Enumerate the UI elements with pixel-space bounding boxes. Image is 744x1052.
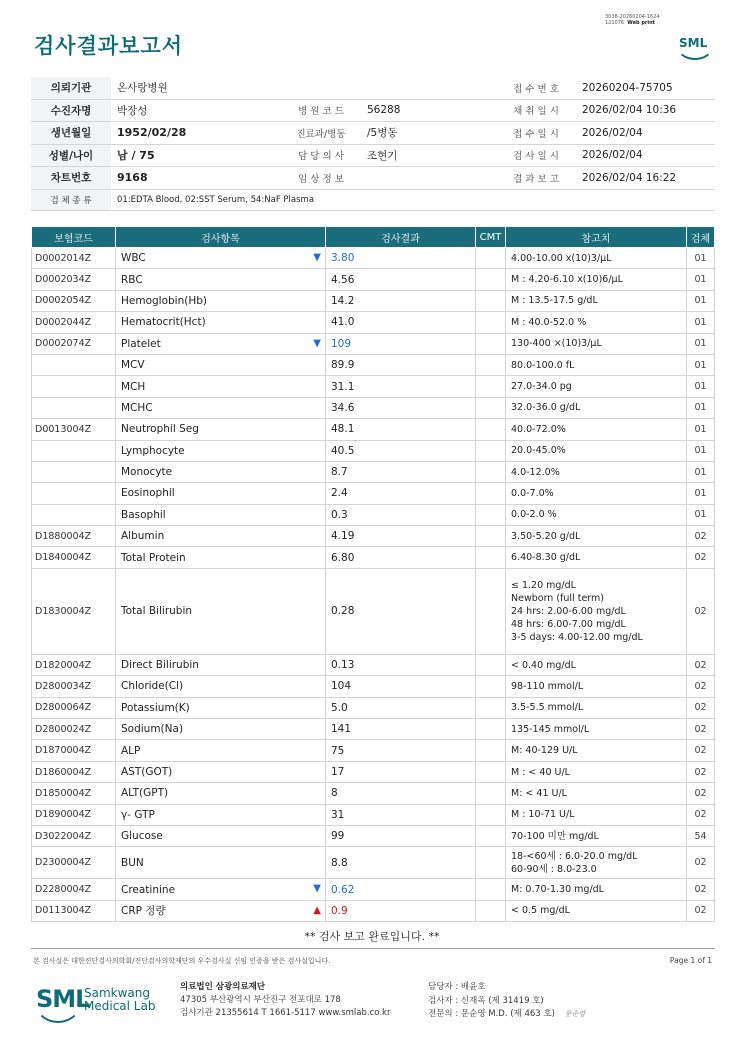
test-item (116, 719, 326, 740)
low-flag-icon: ▼ (313, 252, 321, 263)
result-row (32, 333, 715, 354)
test-result: 8.8 (326, 847, 476, 879)
reference-range: 20.0-45.0% (506, 440, 687, 461)
comment-cell (476, 248, 506, 269)
reference-range (506, 568, 687, 654)
value-test-date: 2026/02/04 (576, 144, 715, 167)
high-flag-icon: ▲ (313, 904, 321, 916)
insurance-code (32, 504, 116, 525)
specimen-no: 02 (687, 568, 715, 654)
footer-divider (31, 948, 715, 949)
specimen-no: 02 (687, 804, 715, 825)
test-result: 4.19 (326, 526, 476, 547)
reference-range: 0.0-2.0 % (506, 504, 687, 525)
reference-line: 18-<60세 : 6.0-20.0 mg/dL (511, 850, 638, 862)
test-item-label: Monocyte (121, 466, 173, 479)
test-item-label: Hematocrit(Hct) (121, 316, 206, 329)
reference-range: M : 4.20-6.10 x(10)6/µL (506, 269, 687, 290)
test-item-label: Eosinophil (121, 487, 175, 500)
test-result: 4.56 (326, 269, 476, 290)
test-item-label: Hemoglobin(Hb) (121, 294, 208, 307)
value-receipt-date: 2026/02/04 (576, 122, 715, 145)
print-meta-line2: 121076 (605, 20, 625, 26)
comment-cell (476, 804, 506, 825)
test-item-label: Creatinine (121, 883, 176, 896)
test-result: 14.2 (326, 290, 476, 311)
insurance-code: D1860004Z (32, 761, 116, 782)
label-department: 진료과/병동 (281, 122, 361, 145)
specimen-no: 01 (687, 504, 715, 525)
footer-logo-name2: Medical Lab (84, 999, 156, 1013)
reference-line: 24 hrs: 2.00-6.00 mg/dL (511, 605, 626, 617)
test-result: 0.3 (326, 504, 476, 525)
organization-info (180, 981, 390, 1020)
test-item-label: Total Protein (121, 551, 186, 564)
value-chart-no: 9168 (111, 167, 281, 190)
specimen-no: 54 (687, 825, 715, 846)
test-item (116, 825, 326, 846)
test-result: 31 (326, 804, 476, 825)
result-row (32, 825, 715, 846)
reference-range: 4.0-12.0% (506, 461, 687, 482)
comment-cell (476, 676, 506, 697)
test-item (116, 354, 326, 375)
reference-range: M : 40.0-52.0 % (506, 312, 687, 333)
test-result: 31.1 (326, 376, 476, 397)
test-item-label: MCH (121, 380, 146, 393)
label-test-date: 검 사 일 시 (496, 144, 576, 167)
test-result: 40.5 (326, 440, 476, 461)
test-result: 34.6 (326, 397, 476, 418)
comment-cell (476, 290, 506, 311)
result-row (32, 354, 715, 375)
reference-range: 27.0-34.0 pg (506, 376, 687, 397)
comment-cell (476, 312, 506, 333)
value-doctor: 조현기 (361, 144, 496, 167)
patient-info-table (31, 77, 715, 211)
test-item-label: MCHC (121, 401, 153, 414)
test-item-label: CRP 정량 (121, 905, 166, 918)
org-contact: 검사기관 21355614 T 1661-5117 www.smlab.co.kr (180, 1008, 391, 1018)
test-result: 5.0 (326, 697, 476, 718)
label-report-time: 결 과 보 고 (496, 167, 576, 190)
org-name: 의료법인 삼광의료재단 (180, 982, 266, 992)
test-result: 8 (326, 783, 476, 804)
comment-cell (476, 568, 506, 654)
test-item-label: Chloride(Cl) (121, 680, 184, 693)
footer-logo-sml: SML (36, 985, 90, 1013)
result-row (32, 504, 715, 525)
specimen-no: 01 (687, 461, 715, 482)
insurance-code: D2800034Z (32, 676, 116, 697)
reference-range (506, 847, 687, 879)
insurance-code: D3022004Z (32, 825, 116, 846)
label-hospital-code: 병 원 코 드 (281, 99, 361, 122)
label-receipt-date: 접 수 일 시 (496, 122, 576, 145)
result-row (32, 676, 715, 697)
low-flag-icon: ▼ (313, 337, 321, 349)
reference-line: 48 hrs: 6.00-7.00 mg/dL (511, 618, 626, 630)
test-result: 99 (326, 825, 476, 846)
test-item (116, 312, 326, 333)
reference-range: 6.40-8.30 g/dL (506, 547, 687, 568)
comment-cell (476, 783, 506, 804)
web-print-label: Web print (627, 20, 656, 26)
insurance-code: D2800024Z (32, 719, 116, 740)
result-row (32, 269, 715, 290)
insurance-code: D1890004Z (32, 804, 116, 825)
insurance-code: D0002054Z (32, 290, 116, 311)
result-row (32, 654, 715, 675)
test-item (116, 461, 326, 482)
test-item-label: ALT(GPT) (121, 787, 169, 800)
test-item (116, 879, 326, 900)
comment-cell (476, 654, 506, 675)
reference-range: M: 0.70-1.30 mg/dL (506, 879, 687, 900)
specimen-no: 02 (687, 547, 715, 568)
report-title: 검사결과보고서 (34, 34, 184, 58)
reference-line: 3-5 days: 4.00-12.00 mg/dL (511, 631, 643, 643)
reference-line: Newborn (full term) (511, 592, 604, 604)
result-row (32, 248, 715, 269)
reference-range: 4.00-10.00 x(10)3/µL (506, 248, 687, 269)
insurance-code: D0113004Z (32, 900, 116, 921)
specimen-no: 01 (687, 483, 715, 504)
reference-range: M: 40-129 U/L (506, 740, 687, 761)
footer-logo-name1: Samkwang (84, 986, 150, 1000)
test-item-label: Albumin (121, 530, 165, 543)
comment-cell (476, 504, 506, 525)
test-result: 89.9 (326, 354, 476, 375)
test-result: 8.7 (326, 461, 476, 482)
test-item (116, 697, 326, 718)
insurance-code (32, 483, 116, 504)
insurance-code (32, 397, 116, 418)
reference-range: 40.0-72.0% (506, 419, 687, 440)
test-item (116, 526, 326, 547)
result-row (32, 440, 715, 461)
test-item (116, 761, 326, 782)
comment-cell (476, 740, 506, 761)
test-result: 0.9 (326, 900, 476, 921)
test-item-label: Direct Bilirubin (121, 659, 199, 672)
comment-cell (476, 879, 506, 900)
result-row (32, 804, 715, 825)
test-result: 104 (326, 676, 476, 697)
insurance-code: D2800064Z (32, 697, 116, 718)
test-item (116, 290, 326, 311)
insurance-code (32, 461, 116, 482)
result-row (32, 697, 715, 718)
test-item-label: Lymphocyte (121, 444, 185, 457)
insurance-code (32, 376, 116, 397)
value-collection-time: 2026/02/04 10:36 (576, 99, 715, 122)
label-chart-no: 차트번호 (31, 167, 111, 190)
specimen-no: 02 (687, 676, 715, 697)
test-result: 41.0 (326, 312, 476, 333)
specimen-no: 01 (687, 397, 715, 418)
reference-range: M: < 41 U/L (506, 783, 687, 804)
specimen-no: 01 (687, 333, 715, 354)
sml-logo-icon (676, 28, 712, 58)
test-item (116, 397, 326, 418)
test-item (116, 740, 326, 761)
test-item-label: AST(GOT) (121, 766, 173, 778)
specimen-no: 01 (687, 419, 715, 440)
test-item-label: Total Bilirubin (121, 605, 193, 618)
low-flag-icon: ▼ (313, 883, 321, 895)
test-item-label: γ- GTP (121, 808, 155, 821)
result-row (32, 719, 715, 740)
test-result: 109 (326, 333, 476, 354)
comment-cell (476, 333, 506, 354)
test-result: 75 (326, 740, 476, 761)
reference-range: 98-110 mmol/L (506, 676, 687, 697)
test-item-label: Neutrophil Seg (121, 423, 199, 436)
test-item (116, 847, 326, 879)
test-item (116, 419, 326, 440)
test-item-label: Basophil (121, 508, 166, 521)
test-result: 48.1 (326, 419, 476, 440)
result-row (32, 879, 715, 900)
test-result: 2.4 (326, 483, 476, 504)
reference-range: 130-400 ×(10)3/µL (506, 333, 687, 354)
reference-line: ≤ 1.20 mg/dL (511, 579, 576, 591)
insurance-code: D1820004Z (32, 654, 116, 675)
reference-line: 60-90세 : 8.0-23.0 (511, 863, 597, 875)
value-receipt-no: 20260204-75705 (576, 77, 715, 99)
reference-range: 70-100 미만 mg/dL (506, 825, 687, 846)
test-result: 3.80 (326, 248, 476, 269)
reference-range: 80.0-100.0 fL (506, 354, 687, 375)
value-specimen-type: 01:EDTA Blood, 02:SST Serum, 54:NaF Plasma (111, 189, 715, 210)
comment-cell (476, 900, 506, 921)
label-clinical-info: 임 상 정 보 (281, 167, 361, 190)
staff-tester: 검사자 : 신재옥 (제 31419 호) (428, 995, 544, 1006)
test-item (116, 900, 326, 921)
test-result: 0.13 (326, 654, 476, 675)
specimen-no: 01 (687, 312, 715, 333)
insurance-code: D1840004Z (32, 547, 116, 568)
signature: 문순영 (564, 1010, 586, 1018)
specimen-no: 02 (687, 697, 715, 718)
result-row (32, 761, 715, 782)
results-table (31, 227, 715, 922)
label-receipt-no: 접 수 번 호 (496, 77, 576, 99)
reference-range: M : < 40 U/L (506, 761, 687, 782)
insurance-code: D0002074Z (32, 333, 116, 354)
specimen-no: 02 (687, 879, 715, 900)
comment-cell (476, 354, 506, 375)
reference-range: 0.0-7.0% (506, 483, 687, 504)
label-requester: 의뢰기관 (31, 77, 111, 99)
insurance-code: D0013004Z (32, 419, 116, 440)
comment-cell (476, 526, 506, 547)
page-number: Page 1 of 1 (669, 956, 712, 965)
print-meta (605, 14, 660, 26)
reference-range: 32.0-36.0 g/dL (506, 397, 687, 418)
result-row (32, 847, 715, 879)
value-requester: 온사랑병원 (111, 77, 281, 99)
test-item (116, 440, 326, 461)
result-row (32, 461, 715, 482)
specimen-no: 01 (687, 248, 715, 269)
result-row (32, 526, 715, 547)
result-row (32, 397, 715, 418)
test-result: 6.80 (326, 547, 476, 568)
logo-text: SML (679, 36, 708, 50)
test-item (116, 504, 326, 525)
test-item-label: Glucose (121, 830, 163, 843)
test-item (116, 483, 326, 504)
value-report-time: 2026/02/04 16:22 (576, 167, 715, 190)
result-row (32, 419, 715, 440)
test-item (116, 783, 326, 804)
report-complete-text: ** 검사 보고 완료입니다. ** (304, 930, 440, 943)
test-item-label: MCV (121, 359, 145, 372)
test-item-label: RBC (121, 273, 143, 286)
comment-cell (476, 419, 506, 440)
result-row (32, 312, 715, 333)
label-specimen-type: 검 체 종 류 (31, 189, 111, 210)
insurance-code: D1850004Z (32, 783, 116, 804)
test-item (116, 547, 326, 568)
test-item (116, 248, 326, 269)
test-item-label: Platelet (121, 337, 161, 350)
comment-cell (476, 697, 506, 718)
specimen-no: 02 (687, 526, 715, 547)
col-header-code: 보험코드 (32, 227, 116, 248)
insurance-code: D2280004Z (32, 879, 116, 900)
comment-cell (476, 761, 506, 782)
col-header-cmt: CMT (476, 227, 506, 248)
test-item-label: WBC (121, 252, 146, 265)
reference-range: 135-145 mmol/L (506, 719, 687, 740)
specimen-no: 02 (687, 761, 715, 782)
staff-manager: 담당자 : 배윤호 (428, 982, 486, 992)
result-row (32, 483, 715, 504)
print-meta-line1: 3038-20260204-1624 (605, 14, 660, 20)
specimen-no: 01 (687, 354, 715, 375)
staff-specialist: 전문의 : 문순영 M.D. (제 463 호) (428, 1009, 555, 1019)
result-row (32, 783, 715, 804)
col-header-specimen: 검체 (687, 227, 715, 248)
value-sex-age: 남 / 75 (111, 144, 281, 167)
specimen-no: 01 (687, 269, 715, 290)
test-item (116, 376, 326, 397)
result-row (32, 376, 715, 397)
result-row (32, 740, 715, 761)
test-item (116, 804, 326, 825)
insurance-code: D1870004Z (32, 740, 116, 761)
label-collection-time: 채 취 일 시 (496, 99, 576, 122)
specimen-no: 02 (687, 719, 715, 740)
comment-cell (476, 825, 506, 846)
specimen-no: 01 (687, 376, 715, 397)
result-row (32, 547, 715, 568)
insurance-code: D2300004Z (32, 847, 116, 879)
comment-cell (476, 269, 506, 290)
reference-range: M : 13.5-17.5 g/dL (506, 290, 687, 311)
reference-range: < 0.40 mg/dL (506, 654, 687, 675)
value-hospital-code: 56288 (361, 99, 496, 122)
specimen-no: 02 (687, 783, 715, 804)
reference-range: < 0.5 mg/dL (506, 900, 687, 921)
label-birthdate: 생년월일 (31, 122, 111, 145)
comment-cell (476, 847, 506, 879)
reference-range: M : 10-71 U/L (506, 804, 687, 825)
insurance-code: D1880004Z (32, 526, 116, 547)
insurance-code: D1830004Z (32, 568, 116, 654)
staff-info (428, 981, 585, 1022)
test-result: 0.62 (326, 879, 476, 900)
col-header-item: 검사항목 (116, 227, 326, 248)
label-sex-age: 성별/나이 (31, 144, 111, 167)
insurance-code: D0002034Z (32, 269, 116, 290)
label-doctor: 담 당 의 사 (281, 144, 361, 167)
specimen-no: 02 (687, 740, 715, 761)
result-row (32, 568, 715, 654)
test-item (116, 333, 326, 354)
value-birthdate: 1952/02/28 (111, 122, 281, 145)
value-clinical-info (361, 167, 496, 190)
test-item-label: Potassium(K) (121, 701, 190, 714)
specimen-no: 02 (687, 900, 715, 921)
comment-cell (476, 547, 506, 568)
specimen-no: 02 (687, 654, 715, 675)
comment-cell (476, 376, 506, 397)
col-header-result: 검사결과 (326, 227, 476, 248)
test-item-label: Sodium(Na) (121, 723, 184, 736)
test-item (116, 654, 326, 675)
test-result: 141 (326, 719, 476, 740)
specimen-no: 02 (687, 847, 715, 879)
value-patient-name: 박장성 (111, 99, 281, 122)
test-item-label: ALP (121, 744, 141, 757)
insurance-code: D0002044Z (32, 312, 116, 333)
comment-cell (476, 397, 506, 418)
test-item-label: BUN (121, 856, 144, 869)
reference-range: 3.5-5.5 mmol/L (506, 697, 687, 718)
test-item (116, 269, 326, 290)
test-item (116, 676, 326, 697)
test-result: 0.28 (326, 568, 476, 654)
result-row (32, 900, 715, 921)
label-patient-name: 수진자명 (31, 99, 111, 122)
test-result: 17 (326, 761, 476, 782)
insurance-code (32, 354, 116, 375)
col-header-reference: 참고치 (506, 227, 687, 248)
comment-cell (476, 483, 506, 504)
specimen-no: 01 (687, 290, 715, 311)
comment-cell (476, 440, 506, 461)
reference-range: 3.50-5.20 g/dL (506, 526, 687, 547)
insurance-code (32, 440, 116, 461)
result-row (32, 290, 715, 311)
value-department: /5병동 (361, 122, 496, 145)
insurance-code: D0002014Z (32, 248, 116, 269)
comment-cell (476, 719, 506, 740)
test-item (116, 568, 326, 654)
certification-text: 본 검사실은 대한진단검사의학회/진단검사의학재단의 우수검사실 신임 인증을 받은 검사실입니다. (33, 957, 331, 965)
comment-cell (476, 461, 506, 482)
org-address: 47305 부산광역시 부산진구 전포대로 178 (180, 995, 341, 1005)
specimen-no: 01 (687, 440, 715, 461)
